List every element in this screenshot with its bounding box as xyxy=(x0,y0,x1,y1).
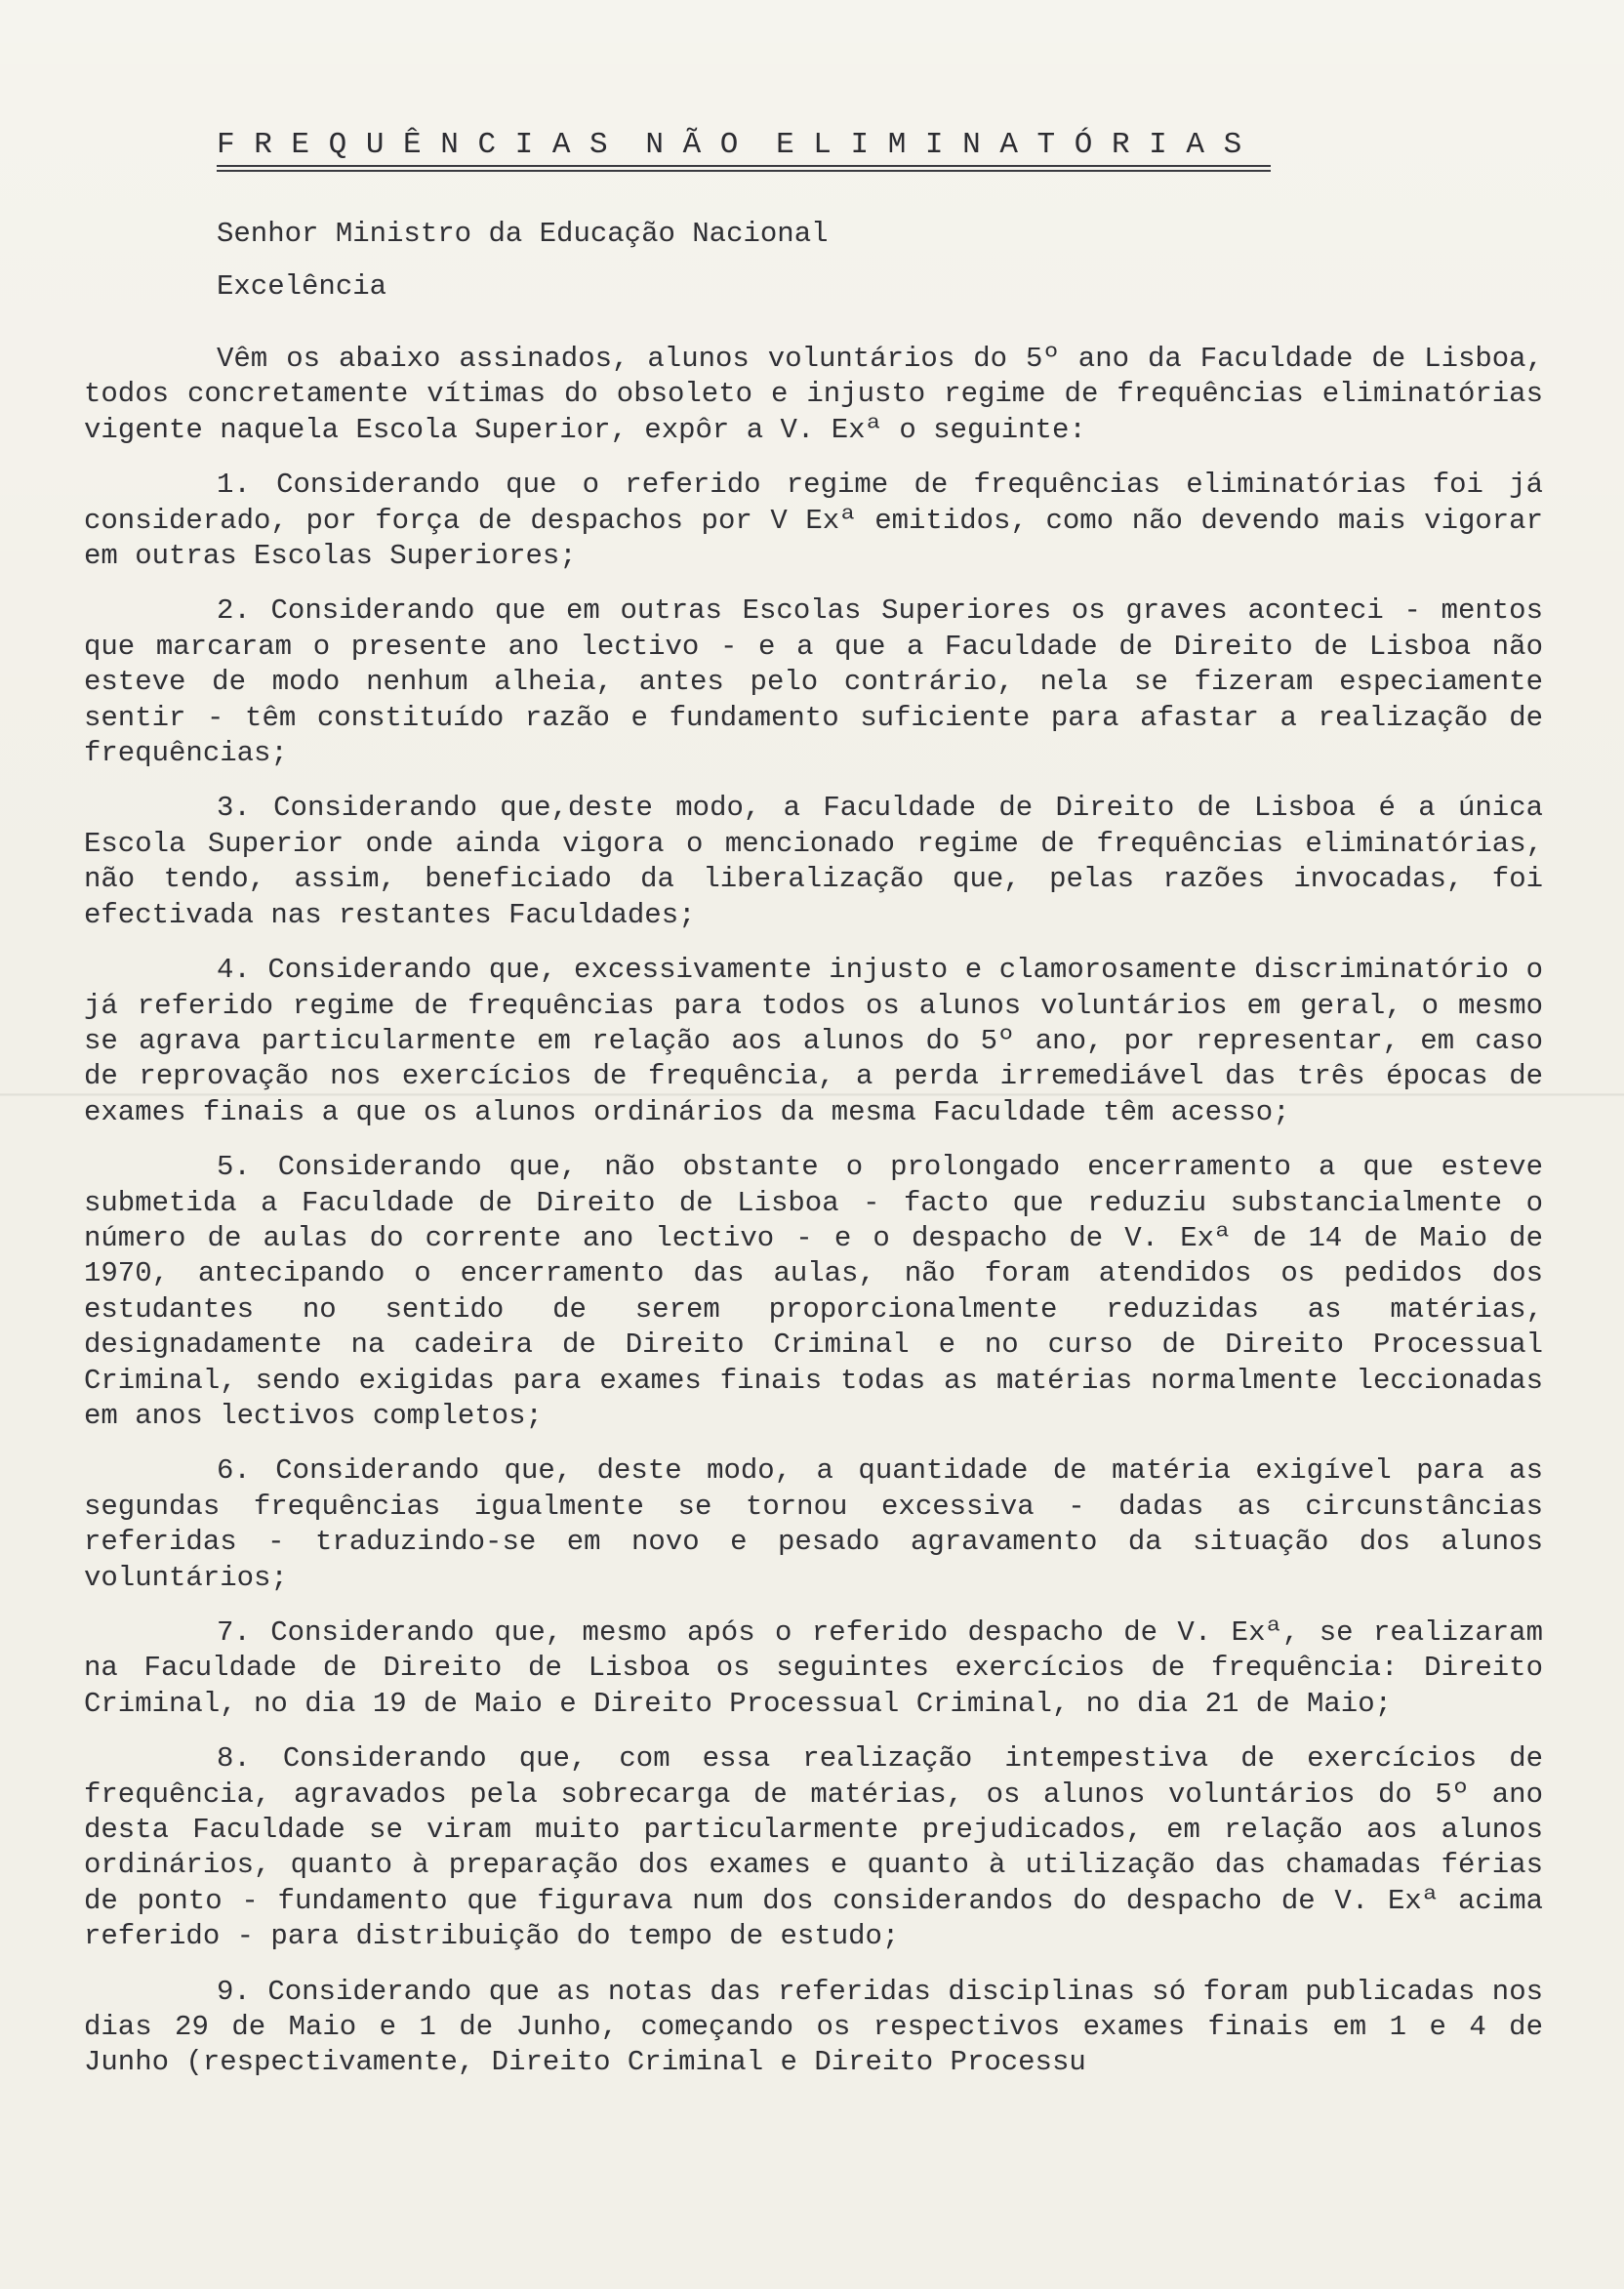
salutation-greeting: Excelência xyxy=(217,270,387,303)
paragraph-2: 2. Considerando que em outras Escolas Superiores os graves aconteci - mentos que marcaram o presente ano lectivo - e a que a Faculdade de Direito de Lisboa não esteve de modo nenhum alheia, antes pelo contrário, nela se fizeram especiamente sentir - têm constituído razão e fundamento suficiente para afastar a realização de frequências; xyxy=(84,594,1543,770)
document-title: F R E Q U Ê N C I A S N Ã O E L I M I N A T Ó R I A S xyxy=(217,128,1242,162)
paragraph-7: 7. Considerando que, mesmo após o referido despacho de V. Exª, se realizaram na Faculdade de Direito de Lisboa os seguintes exercícios de frequência: Direito Criminal, no dia 19 de Maio e Direito Processual Criminal, no dia 21 de Maio; xyxy=(84,1616,1543,1720)
paragraph-6: 6. Considerando que, deste modo, a quantidade de matéria exigível para as segundas frequências igualmente se tornou excessiva - dadas as circunstâncias referidas - traduzindo-se em novo e pesado agravamento da situação dos alunos voluntários; xyxy=(84,1454,1543,1594)
paragraph-8: 8. Considerando que, com essa realização intempestiva de exercícios de frequência, agravados pela sobrecarga de matérias, os alunos voluntários do 5º ano desta Faculdade se viram muito particularmente prejudicados, em relação aos alunos ordinários, quanto à preparação dos exames e quanto à utilização das chamadas férias de ponto - fundamento que figurava num dos considerandos do despacho de V. Exª acima referido - para distribuição do tempo de estudo; xyxy=(84,1742,1543,1953)
salutation-addressee: Senhor Ministro da Educação Nacional xyxy=(217,218,829,250)
paragraph-5: 5. Considerando que, não obstante o prolongado encerramento a que esteve submetida a Faculdade de Direito de Lisboa - facto que reduziu substancialmente o número de aulas do corrente ano lectivo - e o despacho de V. Exª de 14 de Maio de 1970, antecipando o encerramento das aulas, não foram atendidos os pedidos dos estudantes no sentido de serem proporcionalmente reduzidas as matérias, designadamente na cadeira de Direito Criminal e no curso de Direito Processual Criminal, sendo exigidas para exames finais todas as matérias normalmente leccionadas em anos lectivos completos; xyxy=(84,1151,1543,1432)
letter-body xyxy=(84,342,1543,2081)
paragraph-9: 9. Considerando que as notas das referidas disciplinas só foram publicadas nos dias 29 de Maio e 1 de Junho, começando os respectivos exames finais em 1 e 4 de Junho (respectivamente, Direito Criminal e Direito Processu xyxy=(84,1975,1543,2079)
paragraph-1: 1. Considerando que o referido regime de frequências eliminatórias foi já considerado, por força de despachos por V Exª emitidos, como não devendo mais vigorar em outras Escolas Superiores; xyxy=(84,469,1543,573)
paragraph-4: 4. Considerando que, excessivamente injusto e clamorosamente discriminatório o já referido regime de frequências para todos os alunos voluntários em geral, o mesmo se agrava particularmente em relação aos alunos do 5º ano, por representar, em caso de reprovação nos exercícios de frequência, a perda irremediável das três épocas de exames finais a que os alunos ordinários da mesma Faculdade têm acesso; xyxy=(84,954,1543,1128)
intro-paragraph: Vêm os abaixo assinados, alunos voluntários do 5º ano da Faculdade de Lisboa, todos concretamente vítimas do obsoleto e injusto regime de frequências eliminatórias vigente naquela Escola Superior, expôr a V. Exª o seguinte: xyxy=(84,343,1543,446)
title-double-underline xyxy=(217,165,1271,172)
paragraph-3: 3. Considerando que,deste modo, a Faculdade de Direito de Lisboa é a única Escola Superior onde ainda vigora o mencionado regime de frequências eliminatórias, não tendo, assim, beneficiado da liberalização que, pelas razões invocadas, foi efectivada nas restantes Faculdades; xyxy=(84,792,1543,931)
